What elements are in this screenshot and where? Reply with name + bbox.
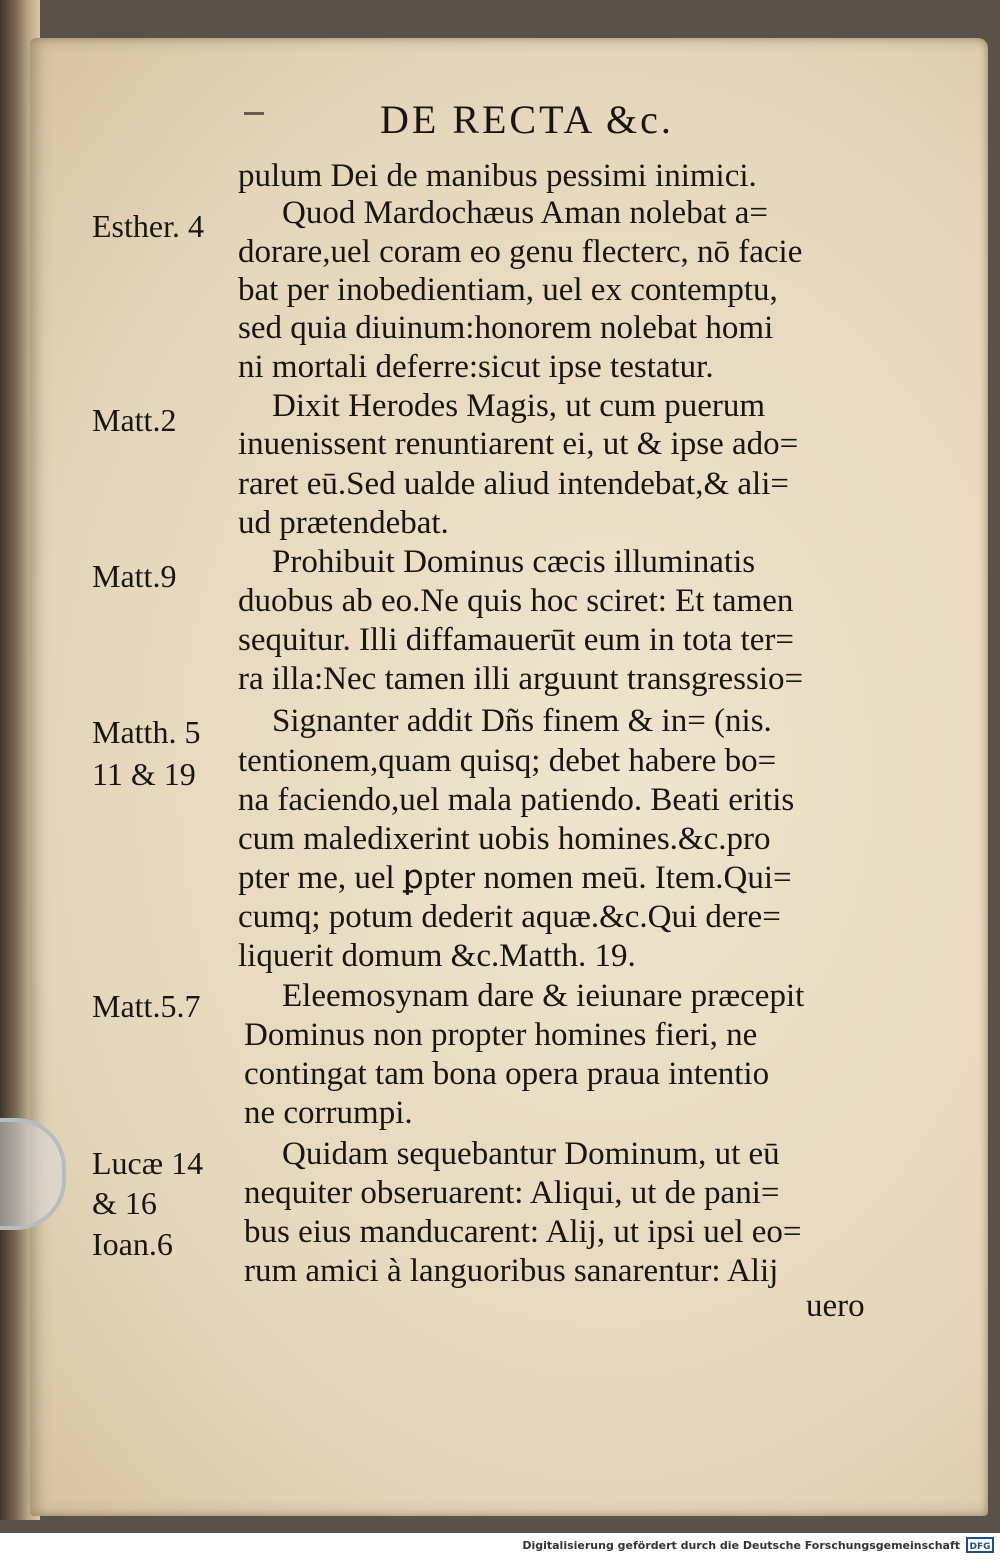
text-line: raret eū.Sed ualde aliud intendebat,& ali= [238,466,789,502]
text-line: bus eius manducarent: Alij, ut ipsi uel eo= [244,1214,802,1250]
text-line: nequiter obseruarent: Aliqui, ut de pani= [244,1175,780,1211]
text-line: Signanter addit Dñs finem & in= (nis. [272,703,772,739]
text-line: Prohibuit Dominus cæcis illuminatis [272,544,756,580]
text-line: Quidam sequebantur Dominum, ut eū [282,1136,780,1172]
running-header: DE RECTA &c. [380,97,674,142]
text-line: pulum Dei de manibus pessimi inimici. [238,158,757,194]
text-line: Quod Mardochæus Aman nolebat a= [282,195,769,231]
margin-ref-16: & 16 [92,1185,157,1221]
text-line: ni mortali deferre:sicut ipse testatur. [238,349,714,385]
text-line: tentionem,quam quisq; debet habere bo= [238,743,777,779]
text-line: cum maledixerint uobis homines.&c.pro [238,821,771,857]
margin-ref-matt-5-7: Matt.5.7 [92,988,201,1024]
text-line: Eleemosynam dare & ieiunare præcepit [282,978,805,1014]
text-line: ra illa:Nec tamen illi arguunt transgressio= [238,661,804,697]
footer-bar [0,1533,1000,1560]
margin-ref-ioan-6: Ioan.6 [92,1226,173,1262]
text-line: sequitur. Illi diffamauerūt eum in tota ter= [238,622,794,658]
text-line: bat per inobedientiam, uel ex contemptu, [238,272,778,308]
text-line: cumq; potum dederit aquæ.&c.Qui dere= [238,899,781,935]
text-line: sed quia diuinum:honorem nolebat homi [238,310,774,346]
text-line: ud prætendebat. [238,505,449,541]
text-line: liquerit domum &c.Matth. 19. [238,938,636,974]
text-line: contingat tam bona opera praua intentio [244,1056,770,1092]
text-line: duobus ab eo.Ne quis hoc sciret: Et tamen [238,583,794,619]
text-line: Dixit Herodes Magis, ut cum puerum [272,388,766,424]
text-line: rum amici à languoribus sanarentur: Alij [244,1253,779,1289]
catchword: uero [806,1288,865,1324]
margin-ref-esther: Esther. 4 [92,208,204,244]
text-line: na faciendo,uel mala patiendo. Beati eritis [238,782,795,818]
header-ornament [244,112,264,115]
text-line: inuenissent renuntiarent ei, ut & ipse ado= [238,426,799,462]
text-line: Dominus non propter homines fieri, ne [244,1017,758,1053]
margin-ref-matt-2: Matt.2 [92,402,177,438]
margin-ref-matt-9: Matt.9 [92,558,177,594]
text-line: dorare,uel coram eo genu flecterc, nō facie [238,234,803,270]
dfg-logo: DFG [966,1537,994,1553]
margin-ref-11-19: 11 & 19 [92,756,196,792]
margin-ref-matth-5: Matth. 5 [92,714,201,750]
footer-credit: Digitalisierung gefördert durch die Deutsche Forschungsgemeinschaft [522,1539,960,1552]
text-line: pter me, uel ꝑpter nomen meū. Item.Qui= [238,860,792,896]
text-line: ne corrumpi. [244,1095,413,1131]
margin-ref-lucae-14: Lucæ 14 [92,1145,204,1181]
